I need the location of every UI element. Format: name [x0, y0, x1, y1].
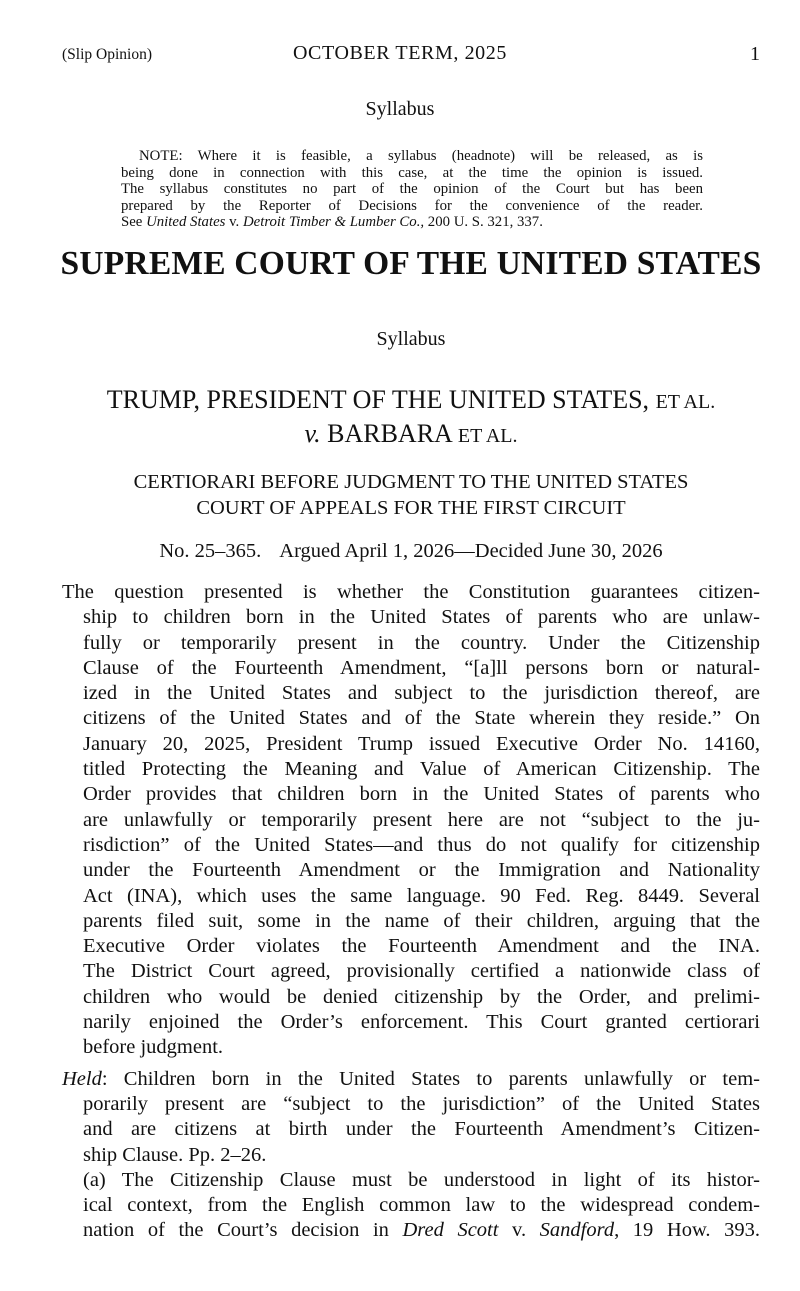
text-line: ship to children born in the United States of parents who are unlaw- [83, 606, 760, 629]
text-line: The District Court agreed, provisionally certified a nationwide class of [83, 960, 760, 983]
text-line: are unlawfully or temporarily present here are not “subject to the ju- [83, 808, 760, 831]
note-line: The syllabus constitutes no part of the opinion of the Court but has been [121, 181, 703, 198]
text-line: ship Clause. Pp. 2–26. [83, 1143, 267, 1166]
note-line: being done in connection with this case, at the time the opinion is issued. [121, 164, 703, 181]
text-line: under the Fourteenth Amendment or the Immigration and Nationality [83, 859, 760, 882]
syllabus-heading-top: Syllabus [365, 98, 435, 120]
para-a-cite: , 19 How. 393. [614, 1219, 760, 1242]
text-line: ical context, from the English common law to the widespread condem- [83, 1194, 760, 1217]
caption-versus: v. [304, 419, 321, 448]
docket-line [0, 540, 800, 563]
text-line: (a) The Citizenship Clause must be understood in light of its histor- [83, 1168, 760, 1191]
text-line: children who would be denied citizenship by the Order, and prelimi- [83, 985, 760, 1008]
caption-petitioner-etal: ET AL. [655, 391, 716, 413]
text-line: parents filed suit, some in the name of their children, arguing that the [83, 909, 760, 932]
held-paragraph [62, 1067, 760, 1168]
certiorari-line: COURT OF APPEALS FOR THE FIRST CIRCUIT [196, 497, 626, 519]
court-name: SUPREME COURT OF THE UNITED STATES [60, 245, 762, 282]
text-line: ized in the United States and subject to the jurisdiction thereof, are [83, 682, 760, 705]
note-case-b: Detroit Timber & Lumber Co., [242, 214, 425, 231]
question-paragraph [62, 580, 760, 1061]
syllabus-body [62, 580, 760, 1244]
note-see: See [121, 214, 147, 231]
held-first-line [62, 1067, 760, 1092]
caption-petitioner: TRUMP, PRESIDENT OF THE UNITED STATES, [106, 385, 650, 414]
para-a-versus: v. [498, 1219, 540, 1242]
note-cite: 200 U. S. 321, 337. [424, 214, 543, 231]
caption-petitioner-line [0, 384, 800, 418]
held-label: Held [62, 1067, 102, 1090]
slip-opinion-label: (Slip Opinion) [62, 46, 152, 63]
note-line: prepared by the Reporter of Decisions for the convenience of the reader. [121, 197, 703, 214]
syllabus-heading: Syllabus [376, 328, 446, 350]
text-line: narily enjoined the Order’s enforcement. This Court granted certiorari [83, 1011, 760, 1034]
paragraph-a [62, 1168, 760, 1244]
docket-number: No. 25–365. [159, 540, 262, 562]
text-line: The question presented is whether the Constitution guarantees citizen- [62, 581, 760, 603]
certiorari-line: CERTIORARI BEFORE JUDGMENT TO THE UNITED STATES [133, 471, 689, 493]
caption-respondent: BARBARA [327, 419, 452, 448]
caption-respondent-line [0, 418, 800, 452]
note-citation-line [121, 214, 703, 231]
note-line: NOTE: Where it is feasible, a syllabus (headnote) will be released, as is [139, 148, 703, 164]
para-a-text: nation of the Court’s decision in [83, 1219, 403, 1242]
text-line: Executive Order violates the Fourteenth Amendment and the INA. [83, 935, 760, 958]
para-a-case-a: Dred Scott [402, 1219, 499, 1242]
text-line: citizens of the United States and of the State wherein they reside.” On [83, 707, 760, 730]
text-line: titled Protecting the Meaning and Value of American Citizenship. The [83, 758, 760, 781]
text-line: fully or temporarily present in the country. Under the Citizenship [83, 631, 760, 654]
docket-dates: Argued April 1, 2026—Decided June 30, 2026 [279, 540, 663, 562]
note-case-a: United States [146, 214, 226, 231]
note-versus: v. [225, 214, 243, 231]
text-line: Order provides that children born in the United States of parents who [83, 783, 760, 806]
text-line: Act (INA), which uses the same language. 90 Fed. Reg. 8449. Several [83, 884, 760, 907]
text-line: porarily present are “subject to the jurisdiction” of the United States [83, 1092, 760, 1115]
text-line: Clause of the Fourteenth Amendment, “[a]ll persons born or natural- [83, 656, 760, 679]
text-line: January 20, 2025, President Trump issued Executive Order No. 14160, [83, 732, 760, 755]
certiorari-heading [0, 469, 800, 521]
paragraph-a-last-line [62, 1218, 760, 1243]
case-caption [0, 384, 800, 452]
page-number: 1 [750, 43, 760, 65]
term-heading: OCTOBER TERM, 2025 [293, 42, 507, 64]
held-text: : Children born in the United States to parents unlawfully or tem- [101, 1067, 760, 1090]
para-a-case-b: Sandford [539, 1219, 615, 1242]
reporter-note [121, 148, 703, 231]
text-line: before judgment. [83, 1036, 224, 1059]
text-line: and are citizens at birth under the Fourteenth Amendment’s Citizen- [83, 1118, 760, 1141]
caption-respondent-etal: ET AL. [457, 425, 518, 447]
text-line: risdiction” of the United States—and thus do not qualify for citizenship [83, 833, 760, 856]
